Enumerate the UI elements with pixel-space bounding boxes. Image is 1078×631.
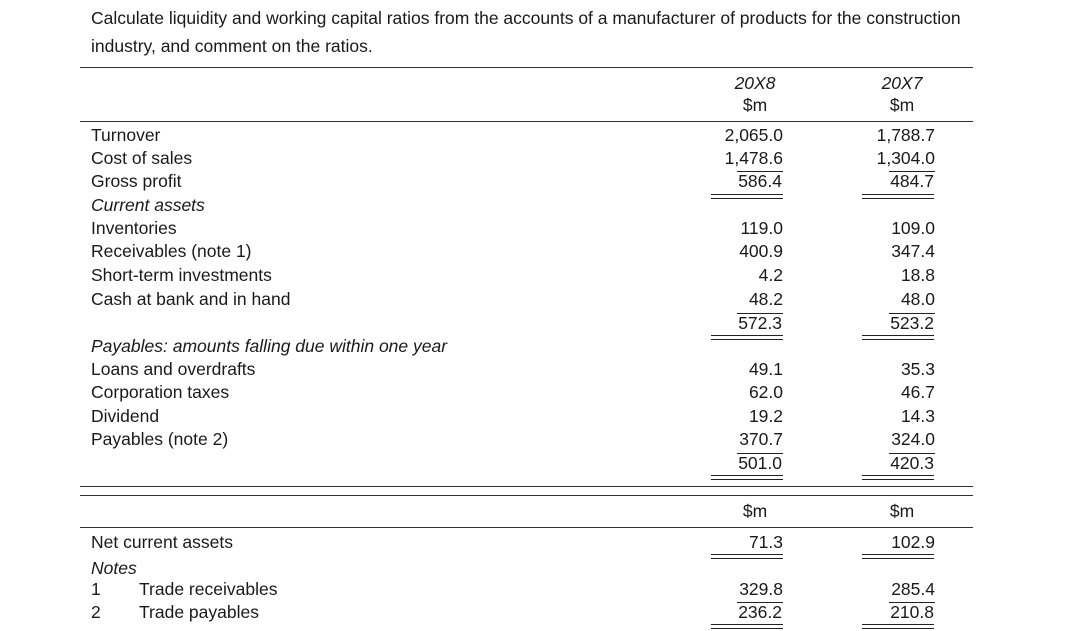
value-20x8: 2,065.0: [724, 125, 783, 145]
question-text: Calculate liquidity and working capital ratios from the accounts of a manufacturer of products for the construction industry, and comment on the ratios.: [91, 8, 961, 56]
note-row: [0, 601, 1078, 624]
value-20x8: 62.0: [748, 382, 783, 402]
value-20x7: 210.8: [890, 602, 934, 622]
value-20x8: 236.2: [738, 602, 782, 622]
col-20x7-unit: $m: [889, 501, 915, 521]
value-20x7: 324.0: [891, 429, 935, 449]
value-20x8: 586.4: [738, 171, 782, 191]
value-20x7: 109.0: [891, 218, 935, 238]
value-20x8: 71.3: [748, 532, 783, 552]
row-label: Net current assets: [91, 532, 233, 552]
col-20x8-header: 20X8: [734, 73, 776, 93]
note-label: Trade payables: [139, 602, 259, 622]
row-label: Receivables (note 1): [91, 241, 252, 261]
value-20x7: 285.4: [891, 579, 935, 599]
table-row-subtotal: [0, 312, 1078, 335]
header-rule: [80, 527, 973, 528]
table-row: [0, 288, 1078, 311]
value-20x8: 370.7: [739, 429, 783, 449]
value-20x7: 347.4: [891, 241, 935, 261]
table-row-net-current-assets: [0, 531, 1078, 554]
note-label: Trade receivables: [139, 579, 278, 599]
value-20x8: 119.0: [740, 218, 783, 238]
column-header-unit: [0, 94, 1078, 117]
double-underline: [862, 624, 934, 629]
col-20x8-unit: $m: [742, 501, 768, 521]
col-20x7-unit: $m: [889, 95, 915, 115]
table-row: [0, 381, 1078, 404]
row-label: Turnover: [91, 125, 161, 145]
table-row: [0, 147, 1078, 170]
table-row: [0, 358, 1078, 381]
row-label: Loans and overdrafts: [91, 359, 256, 379]
value-20x7: 46.7: [900, 382, 935, 402]
section-heading: [0, 335, 1078, 358]
value-20x7: 18.8: [900, 265, 935, 285]
current-assets-heading: Current assets: [91, 195, 205, 215]
note-number: 2: [91, 602, 101, 622]
column-header-unit: [0, 500, 1078, 523]
payables-total-20x7: 420.3: [890, 453, 934, 473]
column-header-year: [0, 72, 1078, 95]
row-label: Inventories: [91, 218, 177, 238]
table-row: [0, 405, 1078, 428]
value-20x7: 48.0: [900, 289, 935, 309]
section-rule: [80, 495, 973, 496]
note-number: 1: [91, 579, 101, 599]
table-top-rule: [80, 67, 973, 68]
row-label: Gross profit: [91, 171, 182, 191]
col-20x8-unit: $m: [742, 95, 768, 115]
section-heading: [0, 557, 1078, 580]
value-20x7: 102.9: [891, 532, 935, 552]
value-20x8: 329.8: [739, 579, 783, 599]
row-label: Cost of sales: [91, 148, 193, 168]
double-underline: [711, 475, 783, 480]
payables-heading: Payables: amounts falling due within one year: [91, 336, 448, 356]
table-row: [0, 217, 1078, 240]
table-row: [0, 428, 1078, 451]
col-20x7-header: 20X7: [881, 73, 923, 93]
section-heading: [0, 194, 1078, 217]
note-row: [0, 578, 1078, 601]
double-underline: [862, 475, 934, 480]
value-20x8: 49.1: [748, 359, 783, 379]
value-20x8: 19.2: [748, 406, 783, 426]
value-20x8: 1,478.6: [724, 148, 783, 168]
row-label: Short-term investments: [91, 265, 272, 285]
table-row-subtotal: [0, 452, 1078, 475]
table-row: [0, 240, 1078, 263]
row-label: Payables (note 2): [91, 429, 229, 449]
current-assets-total-20x8: 572.3: [738, 313, 782, 333]
table-row: [0, 124, 1078, 147]
value-20x7: 35.3: [900, 359, 935, 379]
value-20x7: 484.7: [890, 171, 934, 191]
current-assets-total-20x7: 523.2: [890, 313, 934, 333]
value-20x7: 14.3: [900, 406, 935, 426]
section-rule: [80, 486, 973, 487]
value-20x7: 1,304.0: [876, 148, 935, 168]
value-20x8: 48.2: [748, 289, 783, 309]
notes-heading: Notes: [91, 558, 137, 578]
table-row: [0, 170, 1078, 193]
row-label: Dividend: [91, 406, 160, 426]
value-20x8: 400.9: [739, 241, 783, 261]
row-label: Cash at bank and in hand: [91, 289, 291, 309]
payables-total-20x8: 501.0: [738, 453, 782, 473]
value-20x8: 4.2: [758, 265, 783, 285]
header-rule: [80, 121, 973, 122]
row-label: Corporation taxes: [91, 382, 230, 402]
value-20x7: 1,788.7: [876, 125, 935, 145]
table-row: [0, 264, 1078, 287]
double-underline: [711, 624, 783, 629]
